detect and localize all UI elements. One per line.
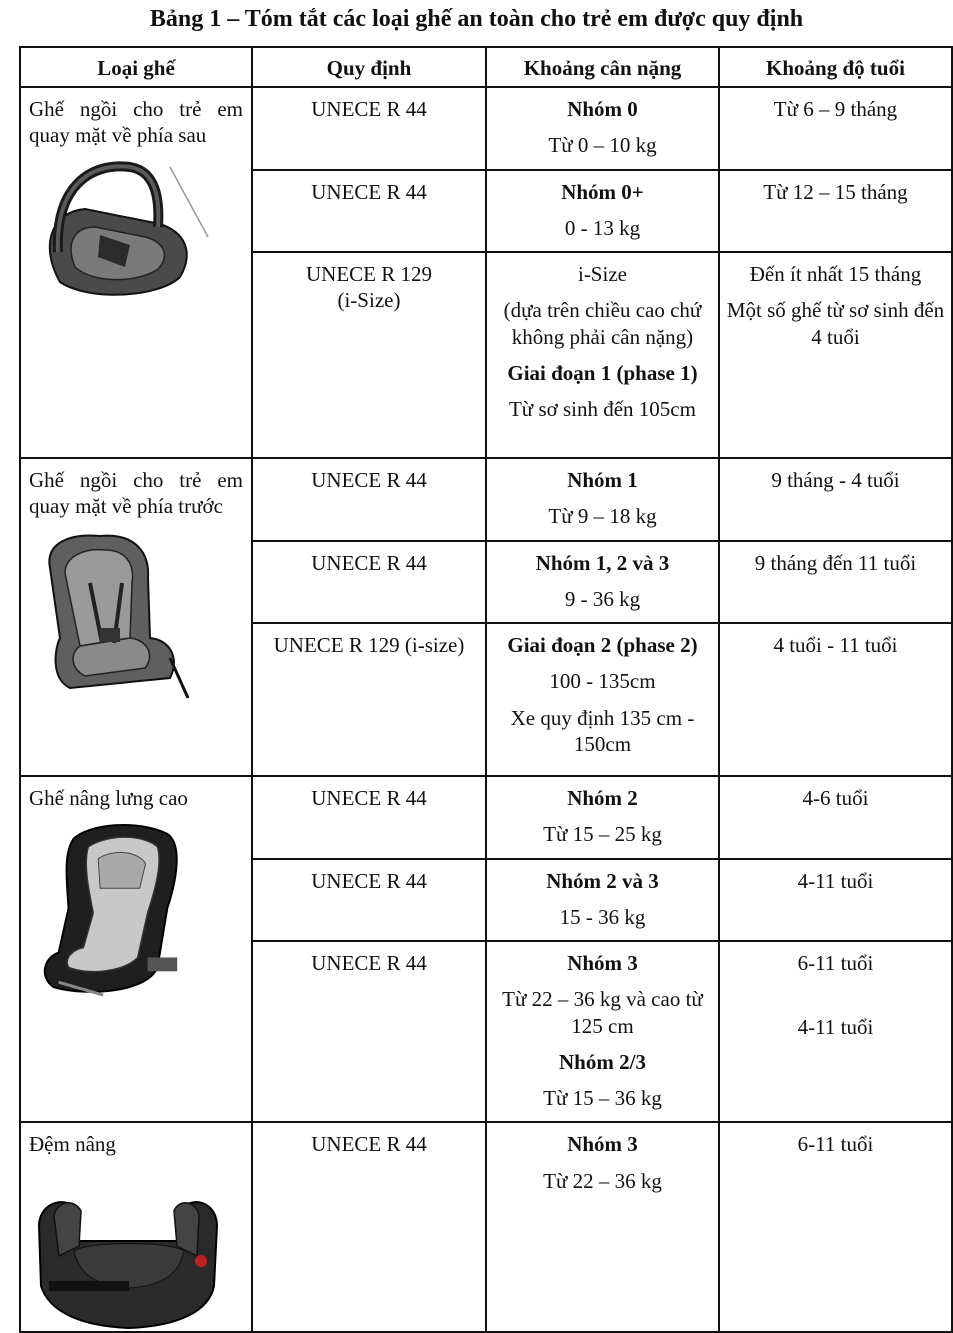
weight-group-label: Nhóm 3 <box>567 951 638 975</box>
regulation-name: UNECE R 129 (i-size) <box>273 633 465 657</box>
weight-cell <box>486 170 719 253</box>
regulation-name: UNECE R 44 <box>311 868 427 893</box>
age-cell <box>719 623 952 776</box>
table-row <box>20 87 952 170</box>
regulation-name: UNECE R 44 <box>311 1132 427 1157</box>
weight-group-label: Nhóm 1, 2 và 3 <box>535 550 670 575</box>
regulation-name: UNECE R 44 <box>311 951 427 975</box>
age-range-text: 9 tháng đến 11 tuổi <box>754 550 917 575</box>
age-cell <box>719 941 952 1122</box>
weight-group-label: Nhóm 1 <box>567 468 638 492</box>
table-row <box>20 458 952 541</box>
age-range-text: 6-11 tuổi <box>797 951 874 975</box>
header-seat-type: Loại ghế <box>20 47 252 87</box>
regulation-name: UNECE R 44 <box>311 179 427 204</box>
regulation-cell <box>252 941 486 1122</box>
weight-group-label: Nhóm 2/3 <box>559 1049 646 1074</box>
weight-range-text: 15 - 36 kg <box>559 904 646 929</box>
regulation-cell <box>252 87 486 170</box>
weight-range-text: 9 - 36 kg <box>564 586 641 611</box>
weight-range-text: (dựa trên chiều cao chứ không phải cân nặng) <box>503 298 702 349</box>
weight-cell <box>486 859 719 942</box>
weight-group-label: Giai đoạn 1 (phase 1) <box>507 360 698 385</box>
weight-group-label: Nhóm 2 và 3 <box>546 868 659 893</box>
weight-range-text: Từ 15 – 36 kg <box>543 1086 662 1110</box>
weight-range-text: Từ 9 – 18 kg <box>548 504 657 529</box>
seat-type-name: Ghế ngồi cho trẻ em quay mặt về phía sau <box>29 97 243 148</box>
weight-range-text: i-Size <box>577 262 627 286</box>
weight-cell <box>486 541 719 624</box>
header-regulation: Quy định <box>252 47 486 87</box>
header-age-range: Khoảng độ tuổi <box>719 47 952 87</box>
weight-group-label: Nhóm 3 <box>567 1132 638 1157</box>
weight-cell <box>486 458 719 541</box>
age-range-text: Từ 6 – 9 tháng <box>773 97 898 121</box>
weight-cell <box>486 776 719 859</box>
regulation-name: UNECE R 44 <box>311 468 427 492</box>
seat-type-cell <box>20 87 252 458</box>
weight-cell <box>486 87 719 170</box>
age-cell <box>719 458 952 541</box>
regulation-name: UNECE R 44 <box>311 97 427 121</box>
regulation-name: UNECE R 44 <box>311 786 427 810</box>
age-range-text: Một số ghế từ sơ sinh đến 4 tuổi <box>726 298 945 349</box>
weight-range-text: Từ 0 – 10 kg <box>548 133 657 158</box>
regulation-cell <box>252 170 486 253</box>
seat-type-name: Ghế ngồi cho trẻ em quay mặt về phía trước <box>29 468 243 519</box>
table-title: Bảng 1 – Tóm tắt các loại ghế an toàn cho trẻ em được quy định <box>149 6 804 32</box>
age-cell <box>719 776 952 859</box>
age-cell <box>719 252 952 458</box>
child-seat-table <box>19 46 953 1333</box>
seat-type-name: Ghế nâng lưng cao <box>29 786 188 810</box>
age-range-text: 6-11 tuổi <box>797 1132 874 1157</box>
regulation-cell <box>252 252 486 458</box>
regulation-cell <box>252 458 486 541</box>
forward-facing-seat-icon <box>29 528 191 703</box>
booster-cushion-icon <box>29 1166 224 1331</box>
regulation-cell <box>252 776 486 859</box>
weight-cell <box>486 623 719 776</box>
table-body <box>20 87 952 1332</box>
weight-range-text: Từ 22 – 36 kg và cao từ 125 cm <box>502 987 703 1038</box>
weight-group-label: Nhóm 2 <box>567 786 638 810</box>
weight-range-text: Từ 15 – 25 kg <box>543 822 662 847</box>
header-row <box>20 47 952 87</box>
age-cell <box>719 859 952 942</box>
regulation-cell <box>252 541 486 624</box>
age-cell <box>719 87 952 170</box>
weight-cell <box>486 252 719 458</box>
weight-range-text: 100 - 135cm <box>549 669 656 694</box>
age-range-text: 4 tuổi - 11 tuổi <box>773 633 898 657</box>
regulation-cell <box>252 859 486 942</box>
seat-type-cell <box>20 776 252 1122</box>
weight-range-text: Từ 22 – 36 kg <box>543 1168 662 1193</box>
weight-range-text: Từ sơ sinh đến 105cm <box>508 397 696 421</box>
seat-type-cell <box>20 458 252 776</box>
regulation-name: UNECE R 129 <box>305 262 432 286</box>
age-cell <box>719 541 952 624</box>
weight-group-label: Nhóm 0+ <box>561 179 644 204</box>
weight-range-text: Xe quy định 135 cm - 150cm <box>510 705 695 756</box>
weight-group-label: Nhóm 0 <box>567 97 638 121</box>
seat-type-name: Đệm nâng <box>29 1132 116 1157</box>
age-range-text: 9 tháng - 4 tuổi <box>771 468 900 492</box>
high-back-booster-icon <box>29 819 197 1007</box>
age-range-text: Từ 12 – 15 tháng <box>763 179 908 204</box>
age-range-text: 4-6 tuổi <box>802 786 869 810</box>
table-row <box>20 776 952 859</box>
age-range-text: Đến ít nhất 15 tháng <box>749 262 922 286</box>
infant-carrier-seat-icon <box>29 157 211 302</box>
weight-range-text: 0 - 13 kg <box>564 215 641 240</box>
weight-group-label: Giai đoạn 2 (phase 2) <box>507 633 698 657</box>
regulation-name: UNECE R 44 <box>311 550 427 575</box>
age-cell <box>719 170 952 253</box>
header-weight-range: Khoảng cân nặng <box>486 47 719 87</box>
regulation-note: (i-Size) <box>337 288 401 313</box>
weight-cell <box>486 941 719 1122</box>
regulation-cell <box>252 623 486 776</box>
age-range-text: 4-11 tuổi <box>797 868 874 893</box>
age-range-text: 4-11 tuổi <box>797 1015 874 1040</box>
